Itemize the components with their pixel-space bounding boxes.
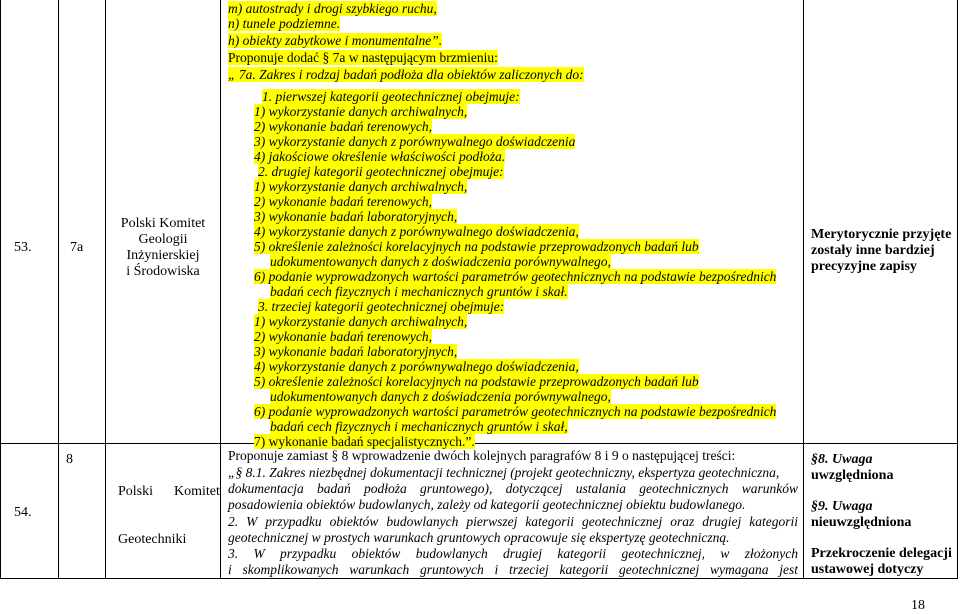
proposal-line: 6) podanie wyprowadzonych wartości parametrów geotechnicznych na podstawie bezpośrednich <box>254 404 777 419</box>
proposal-line: geotechnicznej w prostych warunkach gruntowych opracowuje się ekspertyzę geotechniczną. <box>228 530 730 545</box>
page-number: 18 <box>911 598 925 613</box>
proposal-line: 3) wykonanie badań laboratoryjnych, <box>254 209 458 224</box>
proposal-line: 1. pierwszej kategorii geotechnicznej obejmuje: <box>262 89 520 104</box>
comment-line: §8. Uwaga <box>811 452 873 467</box>
proposal-line: h) obiekty zabytkowe i monumentalne”. <box>228 33 443 48</box>
proposal-line: 4) wykorzystanie danych z porównywalnego doświadczenia, <box>254 224 579 239</box>
table-border-right <box>957 0 958 579</box>
submitter-line: Polski Komitet <box>118 484 220 499</box>
proposal-line: 7) wykonanie badań specjalistycznych.”. <box>254 434 475 449</box>
proposal-line: 2) wykonanie badań terenowych, <box>254 194 432 209</box>
submitter-line: Inżynierskiej <box>126 248 200 263</box>
proposal-line: 4) wykorzystanie danych z porównywalnego doświadczenia, <box>254 359 579 374</box>
proposal-line: 2) wykonanie badań terenowych, <box>254 119 432 134</box>
comment-line: §9. Uwaga <box>811 499 873 514</box>
comment-line: precyzyjne zapisy <box>811 259 917 274</box>
row-divider <box>0 443 958 444</box>
proposal-line: 1) wykorzystanie danych archiwalnych, <box>254 104 468 119</box>
proposal-line: 4) jakościowe określenie właściwości podłoża. <box>254 149 506 164</box>
comment-line: nieuwzględniona <box>811 515 912 530</box>
proposal-line: dokumentacja badań podłoża gruntowego), dotyczącej ustalania geotechnicznych warunków <box>228 481 798 496</box>
submitter-line: Geotechniki <box>118 532 187 547</box>
proposal-line: 5) określenie zależności korelacyjnych na podstawie przeprowadzonych badań lub <box>254 374 699 389</box>
comment-line: Merytorycznie przyjęte <box>811 227 952 242</box>
proposal-line: i skomplikowanych warunkach gruntowych i trzeciej kategorii geotechnicznej wymagana jest <box>228 562 798 577</box>
row-number: 54. <box>14 505 32 520</box>
submitter <box>118 452 220 580</box>
proposal-line: posadowienia obiektów budowlanych, zależy od kategorii geotechnicznej obiektu budowlanego. <box>228 497 746 512</box>
column-divider <box>105 0 106 579</box>
comment-line: Przekroczenie delegacji <box>811 546 952 561</box>
proposal-line: n) tunele podziemne. <box>228 16 341 31</box>
submitter <box>108 216 218 280</box>
article-ref: 8 <box>66 452 73 467</box>
proposal-line: 6) podanie wyprowadzonych wartości parametrów geotechnicznych na podstawie bezpośrednich <box>254 269 777 284</box>
proposal-line: Proponuje zamiast § 8 wprowadzenie dwóch kolejnych paragrafów 8 i 9 o następującej treści: <box>228 448 736 463</box>
column-divider <box>803 0 804 579</box>
proposal-line: 5) określenie zależności korelacyjnych na podstawie przeprowadzonych badań lub <box>254 239 699 254</box>
proposal-line: 2. drugiej kategorii geotechnicznej obejmuje: <box>258 164 504 179</box>
table-border-left <box>0 0 1 579</box>
comment <box>811 227 957 275</box>
submitter-line: Geologii <box>138 232 188 247</box>
proposal-line: 3. trzeciej kategorii geotechnicznej obejmuje: <box>258 299 505 314</box>
proposal-line: 3) wykorzystanie danych z porównywalnego doświadczenia <box>254 134 576 149</box>
comment-spacer <box>811 484 957 499</box>
proposal-line: udokumentowanych danych z doświadczenia porównywalnego, <box>270 389 611 404</box>
comment-line: ustawowej dotyczy <box>811 562 924 577</box>
article-ref: 7a <box>70 240 84 255</box>
proposal-line: 3) wykonanie badań laboratoryjnych, <box>254 344 458 359</box>
comment-line: zostały inne bardziej <box>811 243 935 258</box>
comment-spacer <box>811 531 957 546</box>
comment-line: uwzględniona <box>811 468 894 483</box>
proposal-line: badań cech fizycznych i mechanicznych gruntów i skał, <box>270 419 568 434</box>
proposal-line: 2) wykonanie badań terenowych, <box>254 329 432 344</box>
proposal-line: 2. W przypadku obiektów budowlanych pierwszej kategorii geotechnicznej oraz drugiej kategorii <box>228 514 798 529</box>
proposal-line: 3. W przypadku obiektów budowlanych drugiej kategorii geotechnicznej, w złożonych <box>228 546 798 561</box>
submitter-line: i Środowiska <box>126 264 200 279</box>
proposal-line: Proponuje dodać § 7a w następującym brzmieniu: <box>228 50 498 65</box>
column-divider <box>220 0 221 579</box>
comment <box>811 452 957 578</box>
row-number: 53. <box>14 240 32 255</box>
proposal-line: m) autostrady i drogi szybkiego ruchu, <box>228 1 437 16</box>
proposal-line: udokumentowanych danych z doświadczenia porównywalnego, <box>270 254 611 269</box>
proposal-line: 1) wykorzystanie danych archiwalnych, <box>254 314 468 329</box>
submitter-line: Polski Komitet <box>120 216 206 231</box>
proposal-line: „ 7a. Zakres i rodzaj badań podłoża dla obiektów zaliczonych do: <box>228 67 584 82</box>
proposal-line: 1) wykorzystanie danych archiwalnych, <box>254 179 468 194</box>
proposal-line: badań cech fizycznych i mechanicznych gruntów i skał. <box>270 284 568 299</box>
proposal-line: „§ 8.1. Zakres niezbędnej dokumentacji technicznej (projekt geotechniczny, ekspertyza geotechniczna, <box>228 465 780 480</box>
column-divider <box>58 0 59 579</box>
